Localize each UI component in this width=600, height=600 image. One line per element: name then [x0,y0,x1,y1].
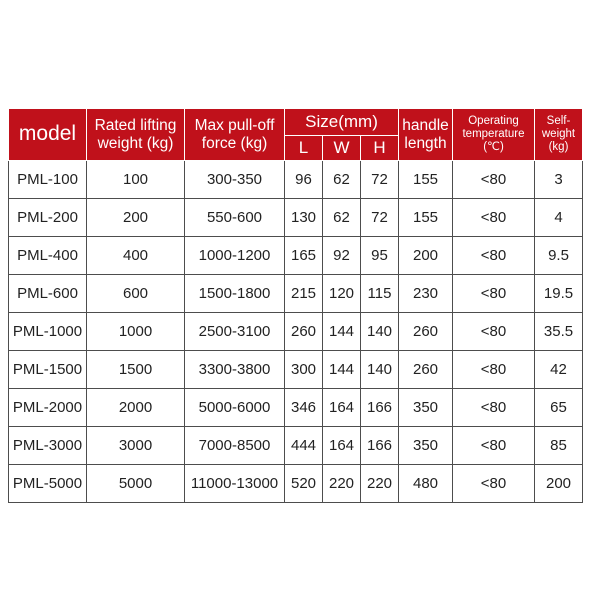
cell-h: 140 [361,351,399,389]
cell-weight: 65 [535,389,583,427]
cell-handle: 230 [399,275,453,313]
cell-rated: 600 [87,275,185,313]
cell-model: PML-100 [9,161,87,199]
cell-weight: 4 [535,199,583,237]
table-row [9,199,583,237]
cell-w: 92 [323,237,361,275]
table-body [9,161,583,503]
cell-temp: <80 [453,275,535,313]
cell-handle: 260 [399,313,453,351]
spec-table-container [8,108,583,503]
cell-rated: 400 [87,237,185,275]
cell-handle: 260 [399,351,453,389]
cell-model: PML-3000 [9,427,87,465]
cell-l: 444 [285,427,323,465]
cell-l: 215 [285,275,323,313]
header-size-w: W [323,136,361,161]
header-max-pull-off-force: Max pull-off force (kg) [185,109,285,161]
cell-w: 62 [323,199,361,237]
header-operating-temperature: Operating temperature (℃) [453,109,535,161]
cell-temp: <80 [453,465,535,503]
header-self-weight: Self-weight (kg) [535,109,583,161]
cell-rated: 200 [87,199,185,237]
cell-weight: 200 [535,465,583,503]
cell-rated: 1000 [87,313,185,351]
header-size-l: L [285,136,323,161]
cell-pull: 1500-1800 [185,275,285,313]
cell-weight: 9.5 [535,237,583,275]
cell-temp: <80 [453,199,535,237]
cell-h: 115 [361,275,399,313]
cell-w: 220 [323,465,361,503]
cell-weight: 19.5 [535,275,583,313]
cell-temp: <80 [453,389,535,427]
spec-table [8,108,583,503]
cell-w: 164 [323,389,361,427]
header-size-h: H [361,136,399,161]
cell-w: 144 [323,351,361,389]
table-row [9,237,583,275]
cell-pull: 7000-8500 [185,427,285,465]
cell-pull: 5000-6000 [185,389,285,427]
cell-h: 72 [361,161,399,199]
table-row [9,313,583,351]
cell-model: PML-5000 [9,465,87,503]
header-model: model [9,109,87,161]
header-handle-length: handle length [399,109,453,161]
table-row [9,161,583,199]
cell-l: 520 [285,465,323,503]
table-header [9,109,583,161]
cell-model: PML-200 [9,199,87,237]
cell-temp: <80 [453,427,535,465]
cell-temp: <80 [453,351,535,389]
cell-l: 96 [285,161,323,199]
cell-l: 346 [285,389,323,427]
cell-h: 166 [361,389,399,427]
cell-model: PML-400 [9,237,87,275]
cell-h: 140 [361,313,399,351]
cell-model: PML-1500 [9,351,87,389]
cell-pull: 550-600 [185,199,285,237]
cell-temp: <80 [453,161,535,199]
cell-handle: 480 [399,465,453,503]
cell-model: PML-2000 [9,389,87,427]
cell-handle: 350 [399,389,453,427]
cell-model: PML-1000 [9,313,87,351]
cell-w: 164 [323,427,361,465]
table-row [9,389,583,427]
cell-h: 220 [361,465,399,503]
cell-w: 120 [323,275,361,313]
cell-temp: <80 [453,313,535,351]
cell-rated: 1500 [87,351,185,389]
table-row [9,275,583,313]
cell-handle: 200 [399,237,453,275]
cell-h: 72 [361,199,399,237]
cell-pull: 11000-13000 [185,465,285,503]
cell-l: 260 [285,313,323,351]
table-row [9,427,583,465]
cell-handle: 155 [399,199,453,237]
cell-rated: 2000 [87,389,185,427]
cell-pull: 300-350 [185,161,285,199]
cell-l: 130 [285,199,323,237]
cell-l: 165 [285,237,323,275]
cell-handle: 350 [399,427,453,465]
cell-handle: 155 [399,161,453,199]
table-row [9,465,583,503]
cell-pull: 1000-1200 [185,237,285,275]
cell-rated: 3000 [87,427,185,465]
cell-pull: 3300-3800 [185,351,285,389]
cell-w: 144 [323,313,361,351]
cell-model: PML-600 [9,275,87,313]
cell-rated: 100 [87,161,185,199]
table-row [9,351,583,389]
cell-weight: 85 [535,427,583,465]
cell-weight: 3 [535,161,583,199]
cell-h: 166 [361,427,399,465]
cell-weight: 42 [535,351,583,389]
cell-rated: 5000 [87,465,185,503]
cell-pull: 2500-3100 [185,313,285,351]
header-rated-lifting-weight: Rated lifting weight (kg) [87,109,185,161]
cell-weight: 35.5 [535,313,583,351]
cell-temp: <80 [453,237,535,275]
header-size: Size(mm) [285,109,399,136]
cell-w: 62 [323,161,361,199]
cell-h: 95 [361,237,399,275]
cell-l: 300 [285,351,323,389]
